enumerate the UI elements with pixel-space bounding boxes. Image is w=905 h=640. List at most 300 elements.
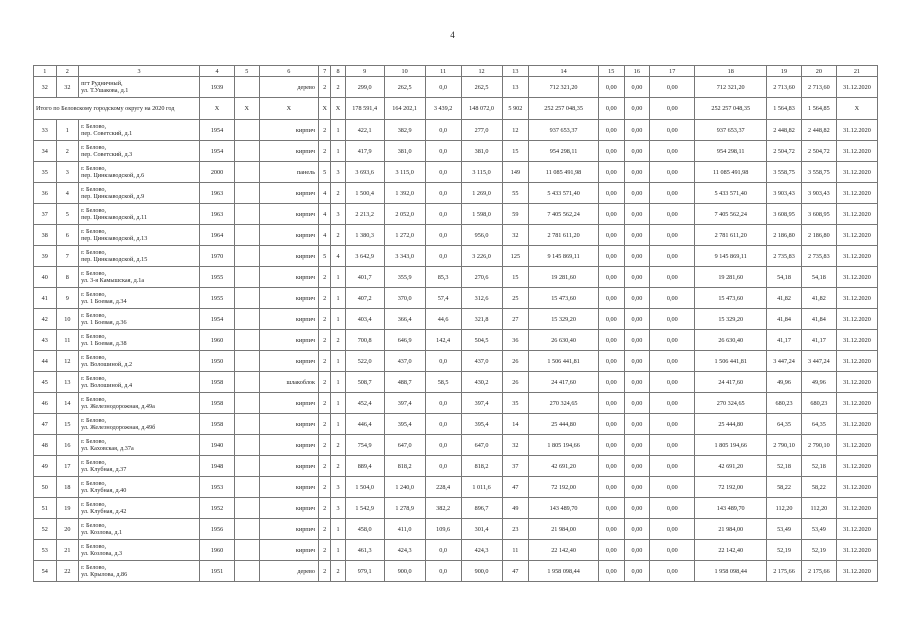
limit-cost-cell: 3 903,43 <box>801 183 836 204</box>
table-row <box>34 372 878 393</box>
nonliving-area-cell: 57,4 <box>425 288 461 309</box>
local-number: 2 <box>56 141 79 162</box>
total-f3-cell: 0,00 <box>650 98 695 120</box>
blank-cell <box>234 456 259 477</box>
residents-cell: 35 <box>502 393 529 414</box>
nonliving-area-cell: 0,0 <box>425 77 461 98</box>
address-cell: г. Белово, ул. Козлова, д.1 <box>79 519 200 540</box>
address-cell: г. Белово, ул. 1 Боевая, д.36 <box>79 309 200 330</box>
table-row <box>34 456 878 477</box>
specific-cost-cell: 3 558,75 <box>767 162 802 183</box>
cost-cell: 72 192,00 <box>529 477 599 498</box>
column-number: 13 <box>502 66 529 77</box>
wall-material-cell: панель <box>259 162 318 183</box>
total-area-cell: 446,4 <box>345 414 384 435</box>
private-area-cell: 430,2 <box>461 372 502 393</box>
residents-cell: 47 <box>502 561 529 582</box>
living-area-cell: 355,9 <box>384 267 425 288</box>
address-cell: г. Белово, пер. Цинкзаводской, д.6 <box>79 162 200 183</box>
fund-cell: 0,00 <box>598 435 624 456</box>
wall-material-cell: кирпич <box>259 540 318 561</box>
limit-cost-cell: 2 175,66 <box>801 561 836 582</box>
wall-material-cell: кирпич <box>259 120 318 141</box>
total-cost-cell: 2 781 611,20 <box>695 225 767 246</box>
private-area-cell: 1 269,0 <box>461 183 502 204</box>
entrances-cell: 1 <box>331 267 345 288</box>
local-number: 14 <box>56 393 79 414</box>
nonliving-area-cell: 0,0 <box>425 456 461 477</box>
column-number: 12 <box>461 66 502 77</box>
deadline-cell: 31.12.2020 <box>836 435 877 456</box>
specific-cost-cell: 3 903,43 <box>767 183 802 204</box>
entrances-cell: 1 <box>331 351 345 372</box>
cost-cell: 712 321,20 <box>529 77 599 98</box>
blank-cell <box>234 288 259 309</box>
table-row <box>34 267 878 288</box>
limit-cost-cell: 112,20 <box>801 498 836 519</box>
total-area-cell: 754,9 <box>345 435 384 456</box>
total-row <box>34 98 878 120</box>
wall-material-cell: кирпич <box>259 330 318 351</box>
specific-cost-cell: 3 608,95 <box>767 204 802 225</box>
blank-cell <box>234 477 259 498</box>
local-budget-cell: 0,00 <box>650 540 695 561</box>
floors-cell: 2 <box>319 540 331 561</box>
total-area-cell: 2 213,2 <box>345 204 384 225</box>
blank-cell <box>234 498 259 519</box>
fund-cell: 0,00 <box>598 77 624 98</box>
cost-cell: 24 417,60 <box>529 372 599 393</box>
entrances-cell: 1 <box>331 288 345 309</box>
region-cell: 0,00 <box>624 141 650 162</box>
fund-cell: 0,00 <box>598 393 624 414</box>
living-area-cell: 262,5 <box>384 77 425 98</box>
blank-cell <box>234 309 259 330</box>
column-number: 4 <box>200 66 235 77</box>
living-area-cell: 818,2 <box>384 456 425 477</box>
private-area-cell: 277,0 <box>461 120 502 141</box>
limit-cost-cell: 41,84 <box>801 309 836 330</box>
local-number: 9 <box>56 288 79 309</box>
total-cost-cell: 15 329,20 <box>695 309 767 330</box>
year-cell: 1958 <box>200 372 235 393</box>
private-area-cell: 437,0 <box>461 351 502 372</box>
floors-cell: 5 <box>319 162 331 183</box>
table-row <box>34 393 878 414</box>
year-cell: 1940 <box>200 435 235 456</box>
local-budget-cell: 0,00 <box>650 309 695 330</box>
deadline-cell: 31.12.2020 <box>836 540 877 561</box>
residents-cell: 49 <box>502 498 529 519</box>
wall-material-cell: кирпич <box>259 267 318 288</box>
local-budget-cell: 0,00 <box>650 414 695 435</box>
blank-cell <box>234 267 259 288</box>
row-number: 46 <box>34 393 57 414</box>
entrances-cell: 2 <box>331 456 345 477</box>
wall-material-cell: кирпич <box>259 393 318 414</box>
year-cell: 1963 <box>200 204 235 225</box>
nonliving-area-cell: 0,0 <box>425 393 461 414</box>
living-area-cell: 424,3 <box>384 540 425 561</box>
total-c5-cell: X <box>234 98 259 120</box>
total-cost-cell: 22 142,40 <box>695 540 767 561</box>
table-row <box>34 330 878 351</box>
year-cell: 1939 <box>200 77 235 98</box>
wall-material-cell: дерево <box>259 77 318 98</box>
total-cost-cell: 25 444,80 <box>695 414 767 435</box>
nonliving-area-cell: 0,0 <box>425 141 461 162</box>
deadline-cell: 31.12.2020 <box>836 225 877 246</box>
living-area-cell: 2 052,0 <box>384 204 425 225</box>
private-area-cell: 301,4 <box>461 519 502 540</box>
local-budget-cell: 0,00 <box>650 435 695 456</box>
local-number: 10 <box>56 309 79 330</box>
wall-material-cell: кирпич <box>259 435 318 456</box>
year-cell: 2000 <box>200 162 235 183</box>
floors-cell: 4 <box>319 183 331 204</box>
region-cell: 0,00 <box>624 519 650 540</box>
address-cell: г. Белово, ул. 3-я Камышская, д.1а <box>79 267 200 288</box>
limit-cost-cell: 52,18 <box>801 456 836 477</box>
blank-cell <box>234 246 259 267</box>
address-cell: г. Белово, пер. Советский, д.1 <box>79 120 200 141</box>
local-budget-cell: 0,00 <box>650 267 695 288</box>
deadline-cell: 31.12.2020 <box>836 351 877 372</box>
blank-cell <box>234 77 259 98</box>
floors-cell: 2 <box>319 141 331 162</box>
private-area-cell: 321,8 <box>461 309 502 330</box>
column-number: 18 <box>695 66 767 77</box>
limit-cost-cell: 58,22 <box>801 477 836 498</box>
address-cell: г. Белово, ул. Волошиной, д.2 <box>79 351 200 372</box>
specific-cost-cell: 2 713,60 <box>767 77 802 98</box>
specific-cost-cell: 64,35 <box>767 414 802 435</box>
table-row <box>34 225 878 246</box>
fund-cell: 0,00 <box>598 246 624 267</box>
residents-cell: 15 <box>502 267 529 288</box>
column-number: 5 <box>234 66 259 77</box>
region-cell: 0,00 <box>624 246 650 267</box>
total-c4-cell: X <box>200 98 235 120</box>
floors-cell: 2 <box>319 120 331 141</box>
region-cell: 0,00 <box>624 183 650 204</box>
table-row <box>34 204 878 225</box>
living-area-cell: 488,7 <box>384 372 425 393</box>
year-cell: 1963 <box>200 183 235 204</box>
year-cell: 1948 <box>200 456 235 477</box>
living-area-cell: 382,9 <box>384 120 425 141</box>
floors-cell: 2 <box>319 330 331 351</box>
specific-cost-cell: 52,19 <box>767 540 802 561</box>
residents-cell: 27 <box>502 309 529 330</box>
row-number: 44 <box>34 351 57 372</box>
local-number: 16 <box>56 435 79 456</box>
wall-material-cell: кирпич <box>259 414 318 435</box>
total-cost-cell: 19 281,60 <box>695 267 767 288</box>
table-row <box>34 498 878 519</box>
local-number: 4 <box>56 183 79 204</box>
total-cost-cell: 143 489,70 <box>695 498 767 519</box>
local-number: 32 <box>56 77 79 98</box>
private-area-cell: 381,0 <box>461 141 502 162</box>
entrances-cell: 1 <box>331 120 345 141</box>
limit-cost-cell: 2 504,72 <box>801 141 836 162</box>
row-number: 42 <box>34 309 57 330</box>
cost-cell: 26 630,40 <box>529 330 599 351</box>
living-area-cell: 1 392,0 <box>384 183 425 204</box>
entrances-cell: 4 <box>331 246 345 267</box>
region-cell: 0,00 <box>624 162 650 183</box>
local-number: 12 <box>56 351 79 372</box>
table-row <box>34 435 878 456</box>
total-cost-cell: 937 653,37 <box>695 120 767 141</box>
total-cost-cell: 1 958 098,44 <box>695 561 767 582</box>
living-area-cell: 1 272,0 <box>384 225 425 246</box>
fund-cell: 0,00 <box>598 141 624 162</box>
region-cell: 0,00 <box>624 225 650 246</box>
living-area-cell: 395,4 <box>384 414 425 435</box>
deadline-cell: 31.12.2020 <box>836 309 877 330</box>
living-area-cell: 646,9 <box>384 330 425 351</box>
total-area-cell: 299,0 <box>345 77 384 98</box>
total-area-cell: 1 380,3 <box>345 225 384 246</box>
column-number: 6 <box>259 66 318 77</box>
row-number: 51 <box>34 498 57 519</box>
nonliving-area-cell: 44,6 <box>425 309 461 330</box>
private-area-cell: 312,6 <box>461 288 502 309</box>
residents-cell: 32 <box>502 225 529 246</box>
private-area-cell: 1 598,0 <box>461 204 502 225</box>
total-cost-cell: 26 630,40 <box>695 330 767 351</box>
local-number: 20 <box>56 519 79 540</box>
local-number: 8 <box>56 267 79 288</box>
address-cell: г. Белово, ул. Железнодорожная, д.49а <box>79 393 200 414</box>
column-number: 7 <box>319 66 331 77</box>
residents-cell: 11 <box>502 540 529 561</box>
living-area-cell: 437,0 <box>384 351 425 372</box>
nonliving-area-cell: 109,6 <box>425 519 461 540</box>
entrances-cell: 1 <box>331 414 345 435</box>
entrances-cell: 2 <box>331 330 345 351</box>
local-number: 11 <box>56 330 79 351</box>
address-cell: г. Белово, ул. 1 Боевая, д.34 <box>79 288 200 309</box>
local-budget-cell: 0,00 <box>650 561 695 582</box>
region-cell: 0,00 <box>624 477 650 498</box>
deadline-cell: 31.12.2020 <box>836 162 877 183</box>
floors-cell: 2 <box>319 498 331 519</box>
nonliving-area-cell: 0,0 <box>425 183 461 204</box>
private-area-cell: 1 011,6 <box>461 477 502 498</box>
local-budget-cell: 0,00 <box>650 498 695 519</box>
year-cell: 1955 <box>200 267 235 288</box>
region-cell: 0,00 <box>624 204 650 225</box>
cost-cell: 270 324,65 <box>529 393 599 414</box>
region-cell: 0,00 <box>624 498 650 519</box>
table-row <box>34 77 878 98</box>
local-number: 19 <box>56 498 79 519</box>
local-budget-cell: 0,00 <box>650 393 695 414</box>
wall-material-cell: кирпич <box>259 225 318 246</box>
limit-cost-cell: 52,19 <box>801 540 836 561</box>
address-cell: г. Белово, пер. Цинкзаводской, д.15 <box>79 246 200 267</box>
total-cost-cell: 954 298,11 <box>695 141 767 162</box>
page-number: 4 <box>450 30 455 40</box>
total-c8-cell: X <box>331 98 345 120</box>
deadline-cell: 31.12.2020 <box>836 330 877 351</box>
blank-cell <box>234 414 259 435</box>
table-row <box>34 162 878 183</box>
deadline-cell: 31.12.2020 <box>836 456 877 477</box>
table-row <box>34 183 878 204</box>
residents-cell: 32 <box>502 435 529 456</box>
blank-cell <box>234 120 259 141</box>
blank-cell <box>234 162 259 183</box>
local-number: 15 <box>56 414 79 435</box>
total-area-cell: 178 591,4 <box>345 98 384 120</box>
row-number: 53 <box>34 540 57 561</box>
residents-cell: 26 <box>502 351 529 372</box>
region-cell: 0,00 <box>624 456 650 477</box>
living-area-cell: 900,0 <box>384 561 425 582</box>
table-row <box>34 519 878 540</box>
year-cell: 1954 <box>200 141 235 162</box>
row-number: 50 <box>34 477 57 498</box>
row-number: 49 <box>34 456 57 477</box>
blank-cell <box>234 435 259 456</box>
address-cell: г. Белово, пер. Цинкзаводской, д.11 <box>79 204 200 225</box>
total-cost-cell: 252 257 048,35 <box>529 98 599 120</box>
nonliving-area-cell: 228,4 <box>425 477 461 498</box>
residents-cell: 26 <box>502 372 529 393</box>
floors-cell: 2 <box>319 414 331 435</box>
floors-cell: 4 <box>319 204 331 225</box>
local-budget-cell: 0,00 <box>650 288 695 309</box>
residents-cell: 149 <box>502 162 529 183</box>
floors-cell: 5 <box>319 246 331 267</box>
row-number: 48 <box>34 435 57 456</box>
address-cell: г. Белово, ул. Козлова, д.3 <box>79 540 200 561</box>
entrances-cell: 3 <box>331 477 345 498</box>
residents-cell: 23 <box>502 519 529 540</box>
residents-cell: 36 <box>502 330 529 351</box>
fund-cell: 0,00 <box>598 204 624 225</box>
living-area-cell: 1 240,0 <box>384 477 425 498</box>
local-budget-cell: 0,00 <box>650 456 695 477</box>
blank-cell <box>234 225 259 246</box>
nonliving-area-cell: 58,5 <box>425 372 461 393</box>
specific-cost-cell: 41,17 <box>767 330 802 351</box>
local-budget-cell: 0,00 <box>650 372 695 393</box>
total-area-cell: 1 542,9 <box>345 498 384 519</box>
nonliving-area-cell: 0,0 <box>425 162 461 183</box>
year-cell: 1960 <box>200 330 235 351</box>
total-area-cell: 889,4 <box>345 456 384 477</box>
floors-cell: 2 <box>319 351 331 372</box>
floors-cell: 2 <box>319 435 331 456</box>
specific-cost-cell: 2 448,82 <box>767 120 802 141</box>
row-number: 35 <box>34 162 57 183</box>
region-cell: 0,00 <box>624 77 650 98</box>
residents-cell: 59 <box>502 204 529 225</box>
entrances-cell: 1 <box>331 372 345 393</box>
cost-cell: 2 781 611,20 <box>529 225 599 246</box>
blank-cell <box>234 330 259 351</box>
nonliving-area-cell: 0,0 <box>425 120 461 141</box>
total-area-cell: 1 504,0 <box>345 477 384 498</box>
fund-cell: 0,00 <box>598 372 624 393</box>
nonliving-area-cell: 0,0 <box>425 225 461 246</box>
region-cell: 0,00 <box>624 120 650 141</box>
residents-cell: 14 <box>502 414 529 435</box>
entrances-cell: 1 <box>331 540 345 561</box>
cost-cell: 954 298,11 <box>529 141 599 162</box>
column-number: 17 <box>650 66 695 77</box>
entrances-cell: 1 <box>331 141 345 162</box>
total-label: Итого по Беловскому городскому округу на 2020 год <box>34 98 200 120</box>
fund-cell: 0,00 <box>598 414 624 435</box>
local-number: 7 <box>56 246 79 267</box>
row-number: 32 <box>34 77 57 98</box>
address-cell: г. Белово, ул. Железнодорожная, д.49б <box>79 414 200 435</box>
blank-cell <box>234 351 259 372</box>
blank-cell <box>234 393 259 414</box>
local-number: 6 <box>56 225 79 246</box>
year-cell: 1964 <box>200 225 235 246</box>
blank-cell <box>234 141 259 162</box>
wall-material-cell: кирпич <box>259 519 318 540</box>
address-cell: г. Белово, ул. Клубная, д.37 <box>79 456 200 477</box>
year-cell: 1958 <box>200 393 235 414</box>
year-cell: 1960 <box>200 540 235 561</box>
blank-cell <box>234 183 259 204</box>
limit-cost-cell: 54,18 <box>801 267 836 288</box>
residents-cell: 125 <box>502 246 529 267</box>
specific-cost-cell: 53,49 <box>767 519 802 540</box>
total-cost-cell: 5 433 571,40 <box>695 183 767 204</box>
specific-cost-cell: 41,82 <box>767 288 802 309</box>
total-area-cell: 458,0 <box>345 519 384 540</box>
private-area-cell: 270,6 <box>461 267 502 288</box>
limit-cost-cell: 680,23 <box>801 393 836 414</box>
year-cell: 1951 <box>200 561 235 582</box>
residents-cell: 15 <box>502 141 529 162</box>
total-cost-cell: 11 085 491,98 <box>695 162 767 183</box>
wall-material-cell: шлакоблок <box>259 372 318 393</box>
column-number: 8 <box>331 66 345 77</box>
fund-cell: 0,00 <box>598 309 624 330</box>
deadline-cell: 31.12.2020 <box>836 372 877 393</box>
table-row <box>34 477 878 498</box>
year-cell: 1970 <box>200 246 235 267</box>
limit-cost-cell: 3 608,95 <box>801 204 836 225</box>
limit-cost-cell: 2 735,83 <box>801 246 836 267</box>
local-budget-cell: 0,00 <box>650 77 695 98</box>
cost-cell: 1 958 098,44 <box>529 561 599 582</box>
total-cost-cell: 24 417,60 <box>695 372 767 393</box>
table-row <box>34 141 878 162</box>
local-number: 5 <box>56 204 79 225</box>
deadline-cell: 31.12.2020 <box>836 561 877 582</box>
nonliving-area-cell: 85,3 <box>425 267 461 288</box>
cost-cell: 11 085 491,98 <box>529 162 599 183</box>
blank-cell <box>234 204 259 225</box>
nonliving-area-cell: 0,0 <box>425 204 461 225</box>
deadline-cell: 31.12.2020 <box>836 267 877 288</box>
total-nliv-cell: 3 439,2 <box>425 98 461 120</box>
limit-cost-cell: 3 558,75 <box>801 162 836 183</box>
floors-cell: 2 <box>319 561 331 582</box>
residents-cell: 55 <box>502 183 529 204</box>
